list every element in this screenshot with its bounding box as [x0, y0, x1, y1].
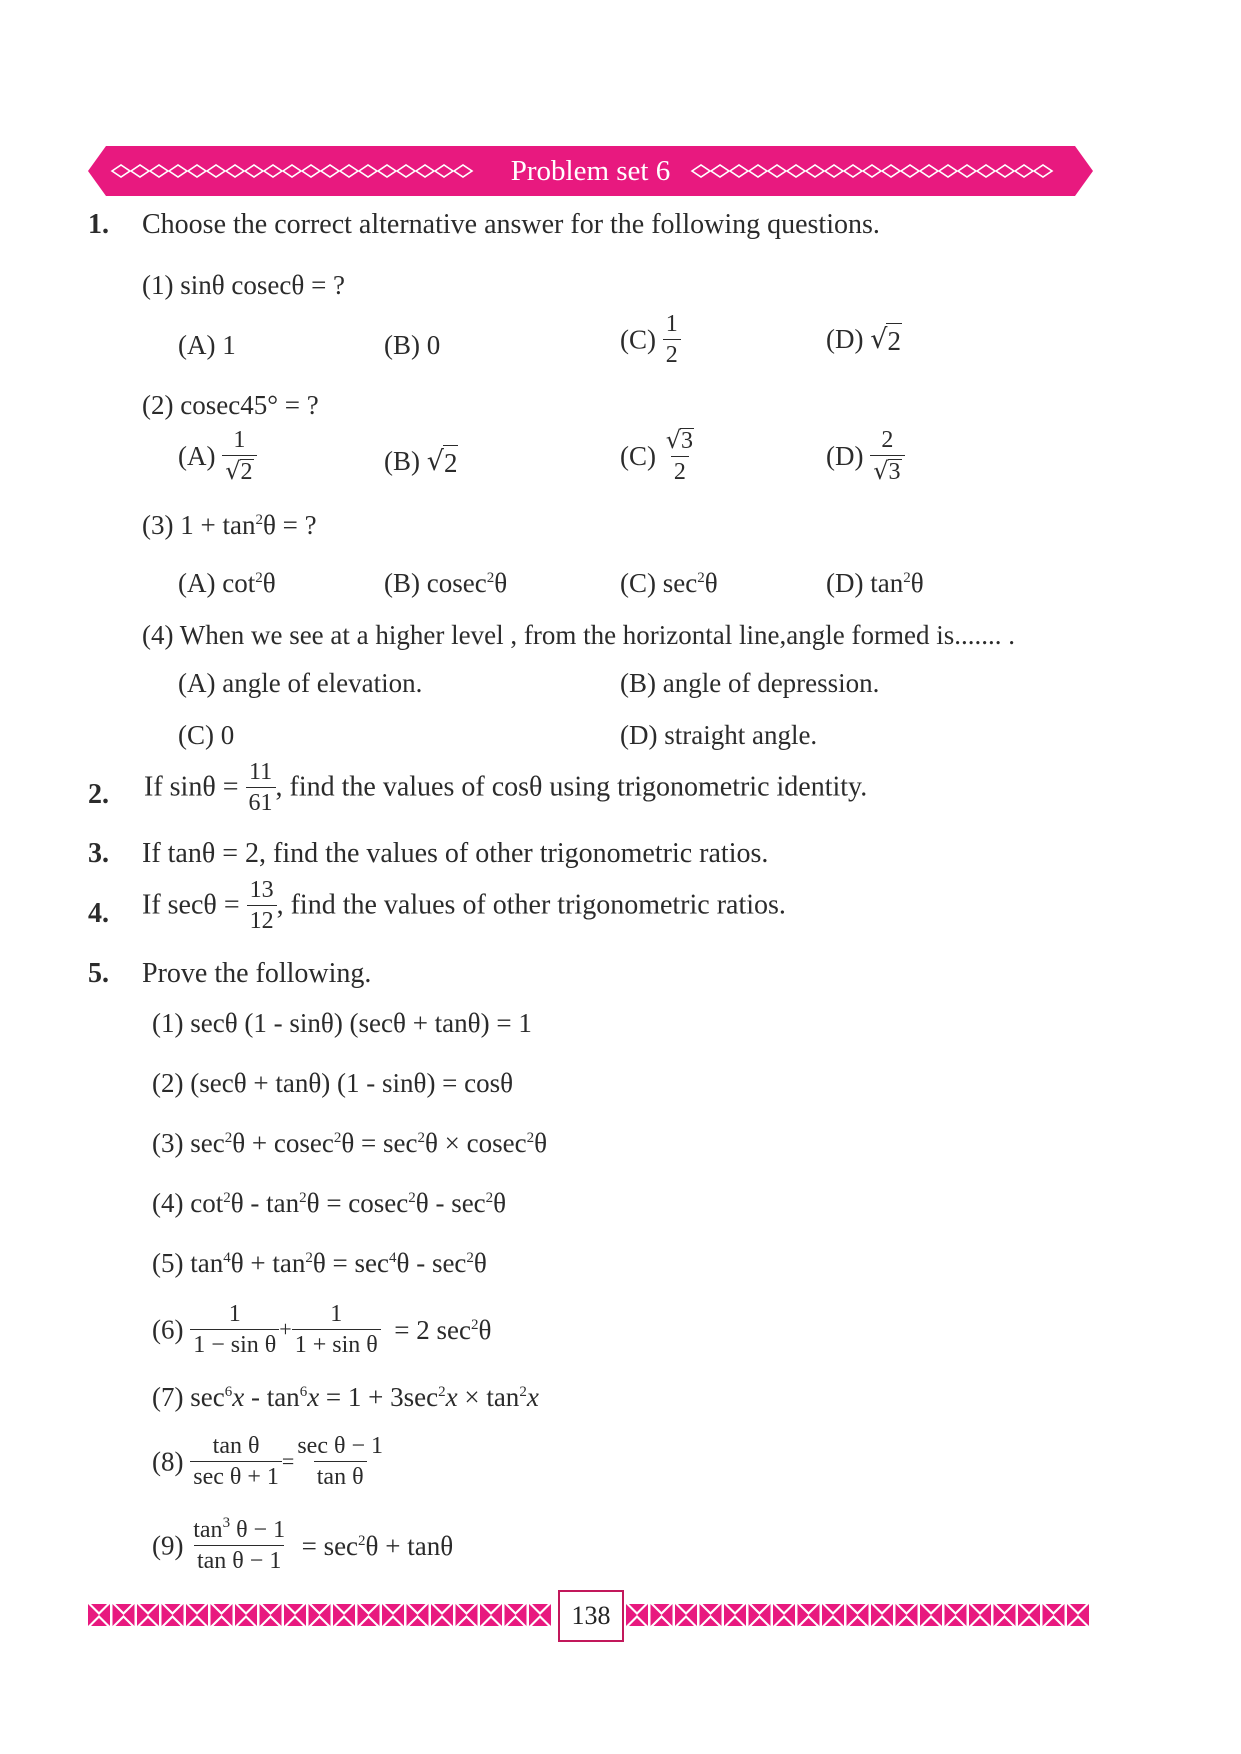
option-c: (C) $\sec^2\theta$: [620, 568, 718, 598]
footer-ornament: [700, 1604, 722, 1626]
footer-ornament: [480, 1604, 502, 1626]
option-b: (B) 0: [384, 330, 441, 360]
question-text: If secθ = $\frac{13}{12}$ , find the values of other trigonometric ratios.: [142, 877, 786, 934]
question-text: If tanθ = 2, find the values of other trigonometric ratios.: [142, 838, 769, 869]
footer-ornament: [1067, 1604, 1089, 1626]
question-number: 4.: [88, 898, 109, 929]
footer-ornament: [456, 1604, 478, 1626]
footer-ornament: [920, 1604, 942, 1626]
footer-ornament: [994, 1604, 1016, 1626]
proof-item: (5) $\tan^4\theta + \tan^2\theta = \sec^4\theta - \sec^2\theta$: [152, 1248, 487, 1278]
footer-ornament: [186, 1604, 208, 1626]
footer-ornament: [773, 1604, 795, 1626]
footer-ornament: [896, 1604, 918, 1626]
option-b: (B) √ 2: [384, 446, 458, 478]
question-number: 1.: [88, 209, 109, 240]
sqrt: √ 2: [426, 446, 458, 478]
option-a: (A) 1 √ 2: [178, 428, 257, 484]
fraction: $\frac{\tan^3 \theta - 1}{\text{tan θ − 1}}$: [193, 1515, 286, 1574]
fraction: 1 √ 2: [222, 428, 256, 484]
question-number: 5.: [88, 958, 109, 989]
proof-item: (7) $\sec^6x - \tan^6x = 1 + 3\sec^2x \times \tan^2x$: [152, 1382, 539, 1412]
footer-ornament: [333, 1604, 355, 1626]
proof-item: (3) $\sec^2\theta + cosec^2\theta = \sec^2\theta \times cosec^2\theta$: [152, 1128, 548, 1158]
footer-ornament: [505, 1604, 527, 1626]
fraction: $\frac{1}{\text{1 − sin θ}}$: [190, 1302, 279, 1357]
footer-ornament: [284, 1604, 306, 1626]
footer-ornament: [1018, 1604, 1040, 1626]
question-text: Prove the following.: [142, 958, 372, 989]
footer-ornament: [798, 1604, 820, 1626]
fraction: 2 √ 3: [870, 428, 904, 484]
proof-item: (1) secθ (1 - sinθ) (secθ + tanθ) = 1: [152, 1008, 532, 1038]
fraction: $\frac{13}{12}$: [247, 878, 277, 933]
option-a: (A) 1: [178, 330, 236, 360]
footer-ornament: [651, 1604, 673, 1626]
option-c: (C) √ 3 2: [620, 428, 697, 484]
footer-ornament: [88, 1604, 110, 1626]
fraction: $\frac{\text{tan θ}}{\text{sec θ + 1}}$: [190, 1434, 282, 1489]
footer-ornament: [407, 1604, 429, 1626]
option-a: (A) $\cot^2\theta$: [178, 568, 276, 598]
question-number: 3.: [88, 838, 109, 869]
footer-ornament: [113, 1604, 135, 1626]
proof-item: (8) $\frac{\text{tan θ}}{\text{sec θ + 1}}$ = $\frac{\text{sec θ − 1}}{\text{tan θ}}$: [152, 1434, 386, 1489]
footer-ornament: [626, 1604, 648, 1626]
footer-ornament: [211, 1604, 233, 1626]
footer-ornament: [724, 1604, 746, 1626]
footer-ornament: [847, 1604, 869, 1626]
problem-set-title: Problem set 6: [88, 146, 1093, 196]
footer-ornament: [822, 1604, 844, 1626]
option-d: (D) straight angle.: [620, 720, 818, 750]
option-d: (D) 2 √ 3: [826, 428, 905, 484]
question-number: 2.: [88, 779, 109, 810]
option-c: (C) 0: [178, 720, 235, 750]
footer-ornament: [162, 1604, 184, 1626]
footer-ornament: [309, 1604, 331, 1626]
subquestion-label: (2) cosec45° = ?: [142, 390, 319, 420]
subquestion-label: (1) sinθ cosecθ = ?: [142, 270, 346, 300]
page-number: 138: [558, 1590, 624, 1642]
option-d: (D) √ 2: [826, 324, 901, 356]
footer-ornament: [358, 1604, 380, 1626]
proof-item: (4) $\cot^2\theta - \tan^2\theta = cosec^2\theta - \sec^2\theta$: [152, 1188, 507, 1218]
option-d: (D) $\tan^2\theta$: [826, 568, 924, 598]
header-banner: [88, 146, 1093, 196]
footer-ornament: [969, 1604, 991, 1626]
footer-ornament: [529, 1604, 551, 1626]
option-b: (B) cosec$^2$θ: [384, 568, 508, 598]
footer-ornament: [382, 1604, 404, 1626]
question-text: Choose the correct alternative answer for the following questions.: [142, 209, 880, 240]
footer-ornament: [945, 1604, 967, 1626]
option-c: (C) $\frac{1}{2}$: [620, 312, 681, 367]
footer-ornament: [260, 1604, 282, 1626]
footer-ornament: [749, 1604, 771, 1626]
sqrt: √ 2: [870, 324, 901, 356]
fraction: $\frac{11}{61}$: [246, 760, 276, 815]
proof-item: (2) (secθ + tanθ) (1 - sinθ) = cosθ: [152, 1068, 514, 1098]
subquestion-label: (4) When we see at a higher level , from the horizontal line,angle formed is....... .: [142, 620, 1015, 650]
fraction: √ 3 2: [665, 426, 694, 485]
option-a: (A) angle of elevation.: [178, 668, 423, 698]
option-b: (B) angle of depression.: [620, 668, 880, 698]
footer-ornament: [235, 1604, 257, 1626]
proof-item: (6) $\frac{1}{\text{1 − sin θ}}$ + $\frac{1}{\text{1 + sin θ}}$ = 2 $\sec^2\theta$: [152, 1301, 492, 1358]
question-text: If sinθ = $\frac{11}{61}$ , find the values of cosθ using trigonometric identity.: [144, 759, 868, 816]
proof-item: (9) $\frac{\tan^3 \theta - 1}{\text{tan θ − 1}}$ = $\sec^2\theta + \tan\theta$: [152, 1515, 454, 1574]
footer-ornament: [675, 1604, 697, 1626]
footer-ornament: [1043, 1604, 1065, 1626]
subquestion-label: (3) $1 + \tan^2\theta$ = ?: [142, 510, 317, 540]
fraction: $\frac{\text{sec θ − 1}}{\text{tan θ}}$: [297, 1433, 384, 1490]
footer-ornament: [871, 1604, 893, 1626]
fraction: $\frac{1}{\text{1 + sin θ}}$: [292, 1302, 381, 1357]
footer-ornament: [137, 1604, 159, 1626]
fraction: $\frac{1}{2}$: [663, 312, 681, 367]
footer-ornament: [431, 1604, 453, 1626]
